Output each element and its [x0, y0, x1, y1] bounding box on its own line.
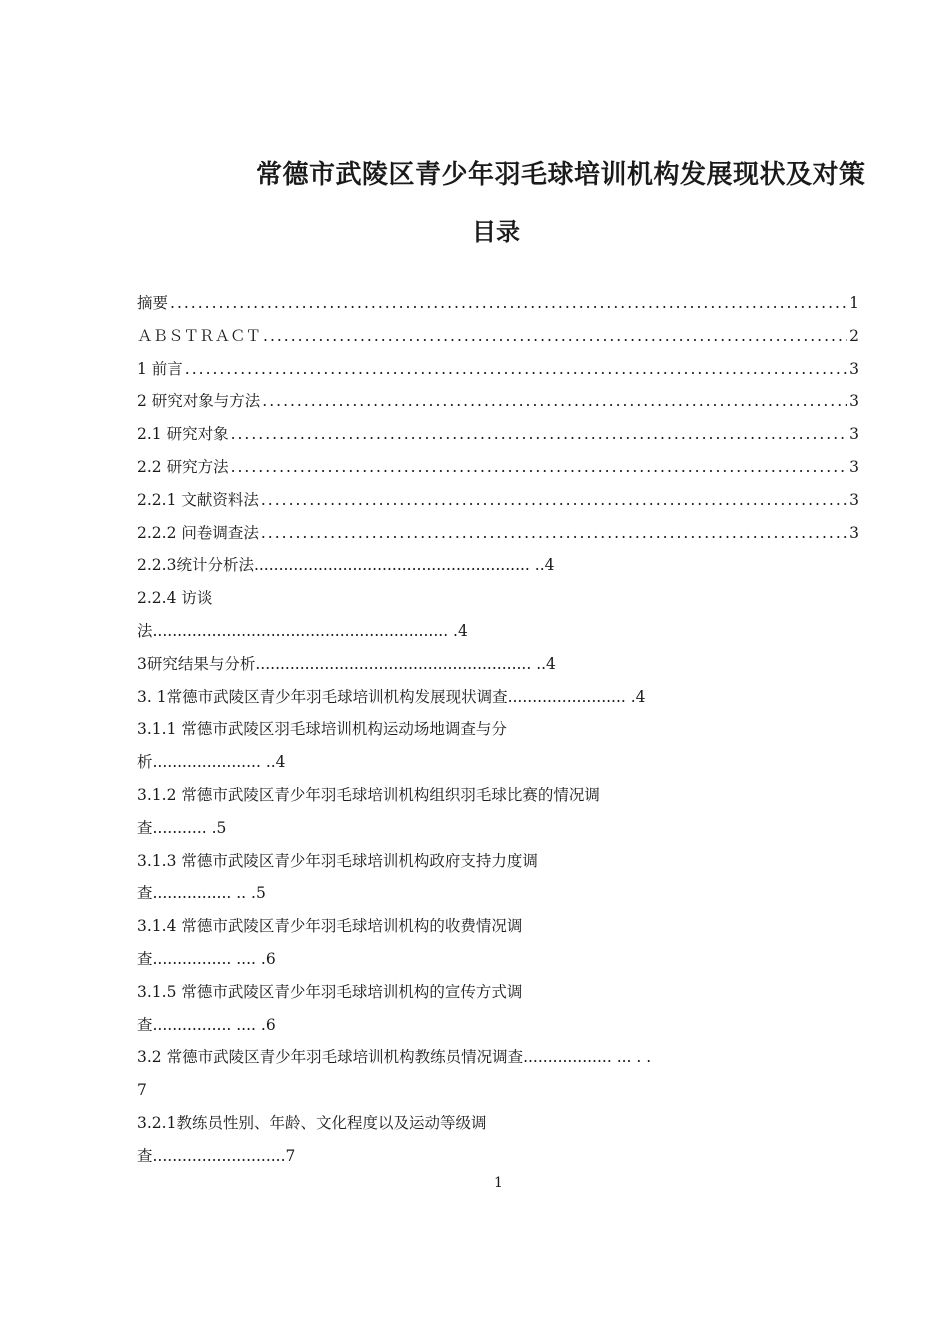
toc-leader-dots [259, 517, 847, 550]
toc-entry[interactable] [137, 385, 859, 418]
toc-entry-page: 3 [849, 457, 859, 476]
toc-line[interactable]: 3.1.4 常德市武陵区青少年羽毛球培训机构的收费情况调 [137, 917, 523, 936]
document-title: 常德市武陵区青少年羽毛球培训机构发展现状及对策 [256, 160, 866, 190]
toc-entry-label: 2.2.1 文献资料法 [137, 490, 259, 509]
toc-line[interactable]: 3.1.2 常德市武陵区青少年羽毛球培训机构组织羽毛球比赛的情况调 [137, 785, 600, 804]
toc-leader-dots [229, 418, 848, 451]
toc-entry-page: 3 [849, 490, 859, 509]
toc-line[interactable]: 查................ .. .5 [137, 884, 266, 903]
toc-line[interactable]: 3. 1常德市武陵区青少年羽毛球培训机构发展现状调查........................ .4 [137, 687, 646, 706]
toc-line[interactable]: 3.1.5 常德市武陵区青少年羽毛球培训机构的宣传方式调 [137, 982, 523, 1001]
toc-leader-dots [229, 451, 848, 484]
toc-entry-label: 1 前言 [137, 359, 183, 378]
toc-line[interactable]: 3.1.3 常德市武陵区青少年羽毛球培训机构政府支持力度调 [137, 851, 538, 870]
toc-leader-dots [260, 385, 847, 418]
toc-entry-label: ＡＢＳＴＲＡＣＴ [137, 326, 262, 345]
toc-entry[interactable] [137, 287, 859, 320]
toc-entry[interactable] [137, 320, 859, 353]
toc-entry-label: 2.2.2 问卷调查法 [137, 523, 259, 542]
table-of-contents [137, 287, 859, 1173]
toc-leader-dots [183, 353, 847, 386]
toc-line[interactable]: 7 [137, 1081, 147, 1100]
toc-line[interactable]: 查................ .... .6 [137, 1015, 276, 1034]
toc-line[interactable]: 2.2.4 访谈 [137, 589, 213, 608]
toc-entry-page: 2 [849, 326, 859, 345]
toc-line[interactable]: 3.2 常德市武陵区青少年羽毛球培训机构教练员情况调查.................. ... . . [137, 1048, 652, 1067]
toc-entry[interactable] [137, 418, 859, 451]
toc-entry-page: 3 [849, 425, 859, 444]
toc-entry-label: 2.2 研究方法 [137, 457, 229, 476]
toc-leader-dots [261, 320, 847, 353]
toc-line[interactable]: 3.2.1教练员性别、年龄、文化程度以及运动等级调 [137, 1113, 487, 1132]
toc-entry-label: 摘要 [137, 294, 169, 312]
toc-entry[interactable] [137, 517, 859, 550]
toc-entry-page: 1 [849, 294, 859, 312]
toc-entry-page: 3 [849, 523, 859, 542]
toc-leader-dots [259, 484, 847, 517]
toc-line[interactable]: 查........... .5 [137, 818, 227, 837]
toc-entry-label: 2 研究对象与方法 [137, 392, 261, 411]
toc-entry-page: 3 [849, 392, 859, 411]
toc-entry[interactable] [137, 451, 859, 484]
toc-entry-label: 2.1 研究对象 [137, 425, 229, 444]
toc-entry-page: 3 [849, 359, 859, 378]
page-number: 1 [494, 1175, 503, 1191]
toc-heading: 目录 [472, 218, 520, 246]
toc-line[interactable]: 3研究结果与分析........................................................ ..4 [137, 654, 556, 673]
toc-line[interactable]: 法............................................................ .4 [137, 621, 468, 640]
toc-line[interactable]: 3.1.1 常德市武陵区羽毛球培训机构运动场地调查与分 [137, 720, 507, 739]
toc-entry[interactable] [137, 484, 859, 517]
toc-line[interactable]: 查................ .... .6 [137, 949, 276, 968]
toc-line[interactable]: 查...........................7 [137, 1146, 296, 1165]
toc-leader-dots [168, 287, 847, 320]
toc-line[interactable]: 2.2.3统计分析法........................................................ ..4 [137, 556, 555, 575]
toc-line[interactable]: 析...................... ..4 [137, 753, 286, 772]
toc-entry[interactable] [137, 353, 859, 386]
